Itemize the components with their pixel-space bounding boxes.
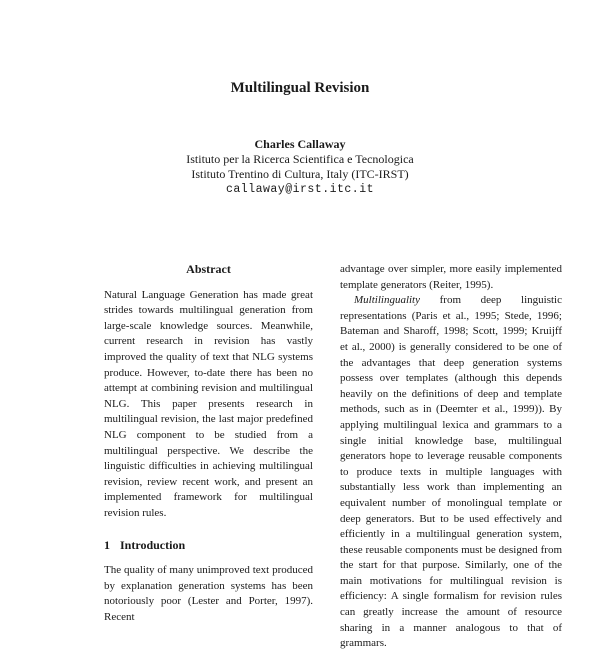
affiliation-line-2: Istituto Trentino di Cultura, Italy (ITC-IRST) xyxy=(191,167,409,181)
abstract-text: Natural Language Generation has made great strides towards multilingual generation from large-scale knowledge sources. Meanwhile, current research in revision has vastly improved the quality of text that NLG systems produce. However, to-date there has been no attempt at combining revision and multilingual NLG. This paper presents research in multilingual revision, the last major predefined NLG component to be studied from a multilingual perspective. We describe the linguistic difficulties in achieving multilingual revision, review recent work, and present an implemented framework for multilingual revision rules. xyxy=(104,288,313,519)
author-email: callaway@irst.itc.it xyxy=(225,183,375,196)
left-column xyxy=(104,262,313,625)
paragraph-body: from deep linguistic representations (Paris et al., 1995; Stede, 1996; Bateman and Sharoff, 1998; Scott, 1999; Kruijff et al., 2000) is generally considered to be one of the advantages that deep generation systems possess over templates (although this depends heavily on the definitions of deep and template methods, such as in (Deemter et al., 1999)). By applying multilingual lexica and grammars to a single initial knowledge base, multilingual generators hope to leverage reusable components to produce texts in multiple languages with substantially less work than implementing an equivalent number of monolingual template or deep generators. But to be used effectively and efficiently in a multilingual generation system, these reusable components must be designed from the start for that purpose. Similarly, one of the main motivations for multilingual revision is efficiency: A single formalism for revision rules can greatly increase the amount of resource sharing in a manner analogous to that of grammars. xyxy=(340,294,562,650)
author-block xyxy=(0,137,600,197)
right-column xyxy=(340,262,562,652)
section-heading-introduction xyxy=(104,538,313,554)
affiliation-line-1: Istituto per la Ricerca Scientifica e Tecnologica xyxy=(186,152,414,166)
author-name: Charles Callaway xyxy=(254,137,346,151)
right-column-paragraph-2 xyxy=(340,293,562,652)
introduction-text: The quality of many unimproved text produced by explanation generation systems has been notoriously poor (Lester and Porter, 1997). Recent xyxy=(104,564,313,623)
section-number: 1 xyxy=(104,537,110,552)
italic-lead-term: Multilinguality xyxy=(354,294,420,307)
paper-title: Multilingual Revision xyxy=(230,80,370,96)
right-column-paragraph-1: advantage over simpler, more easily implemented template generators (Reiter, 1995). xyxy=(340,263,562,291)
abstract-heading: Abstract xyxy=(186,262,231,276)
section-title: Introduction xyxy=(120,537,186,552)
